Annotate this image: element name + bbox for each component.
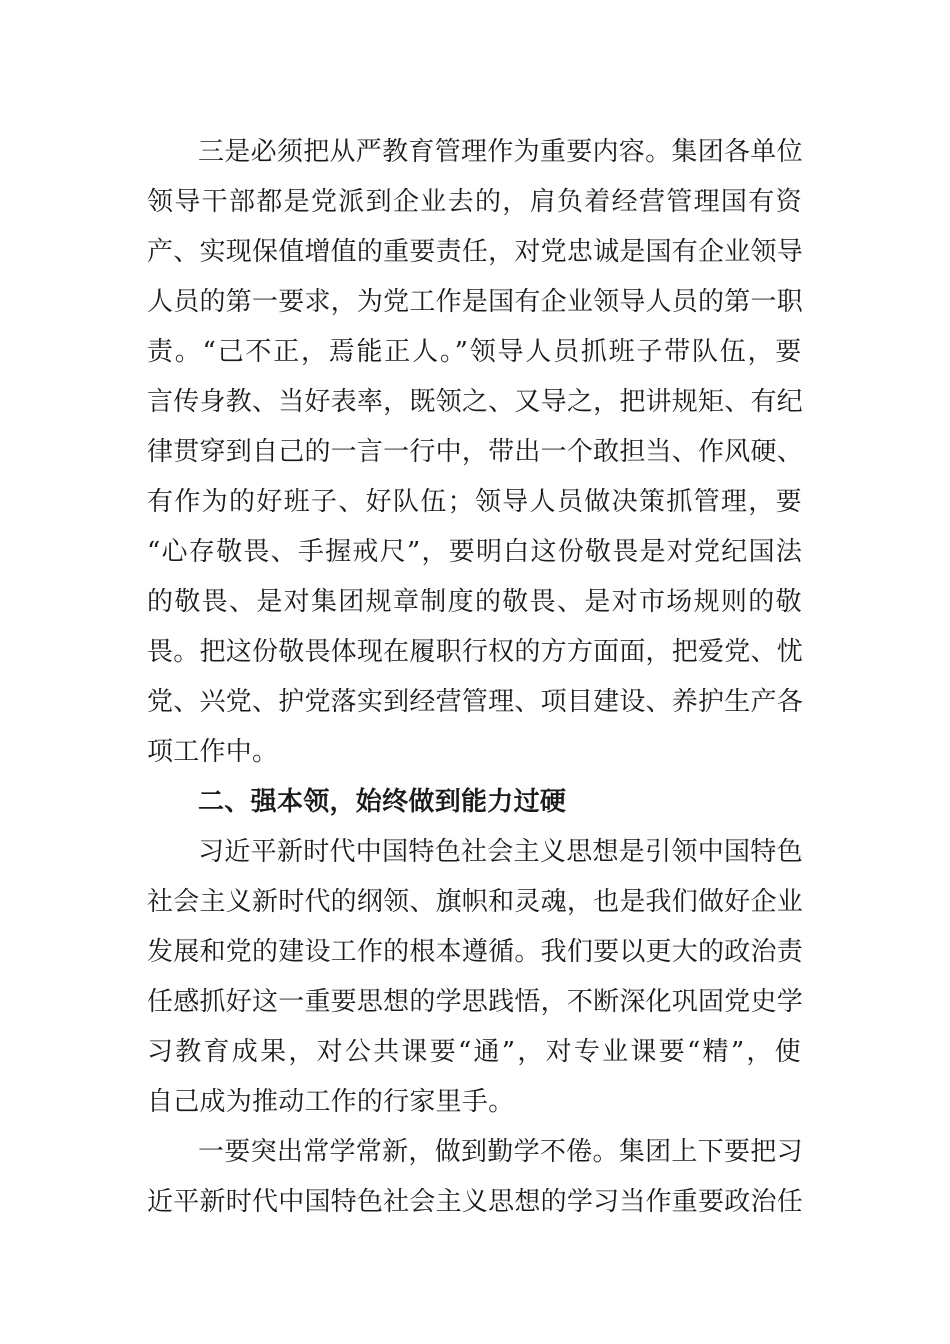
paragraph-1-line — [0, 726, 950, 778]
section-heading-text: 二、强本领，始终做到能力过硬 — [198, 787, 567, 817]
paragraph-2-line-text: 习近平新时代中国特色社会主义思想是引领中国特色 — [198, 837, 803, 867]
paragraph-2-line-text: 习教育成果，对公共课要“通”，对专业课要“精”，使 — [147, 1037, 803, 1067]
paragraph-1-line — [0, 476, 950, 528]
paragraph-2-line-text: 任感抓好这一重要思想的学思践悟，不断深化巩固党史学 — [147, 987, 804, 1017]
paragraph-1-line — [0, 376, 950, 428]
paragraph-2-line-text: 发展和党的建设工作的根本遵循。我们要以更大的政治责 — [147, 937, 804, 967]
paragraph-1-line — [0, 276, 950, 328]
paragraph-2-line — [0, 926, 950, 978]
paragraph-1-line-text: 党、兴党、护党落实到经营管理、项目建设、养护生产各 — [147, 687, 804, 717]
paragraph-3-line-text: 近平新时代中国特色社会主义思想的学习当作重要政治任 — [147, 1187, 804, 1217]
paragraph-1-line — [0, 526, 950, 578]
paragraph-1-line — [0, 226, 950, 278]
paragraph-3-line-text: 一要突出常学常新，做到勤学不倦。集团上下要把习 — [198, 1137, 803, 1167]
paragraph-1-line-text: 畏。把这份敬畏体现在履职行权的方方面面，把爱党、忧 — [147, 637, 804, 667]
paragraph-1-line — [0, 126, 950, 178]
paragraph-2-line — [0, 976, 950, 1028]
paragraph-1-line-text: 责。“己不正，焉能正人。”领导人员抓班子带队伍，要 — [147, 337, 804, 367]
paragraph-1-line-text: 领导干部都是党派到企业去的，肩负着经营管理国有资 — [147, 187, 803, 217]
paragraph-2-line — [0, 876, 950, 928]
paragraph-2-line — [0, 1026, 950, 1078]
paragraph-2-line-text: 自己成为推动工作的行家里手。 — [147, 1087, 515, 1117]
paragraph-1-line-text: 有作为的好班子、好队伍；领导人员做决策抓管理，要 — [147, 487, 803, 517]
paragraph-1-line — [0, 176, 950, 228]
paragraph-1-line — [0, 626, 950, 678]
paragraph-3-line — [0, 1126, 950, 1178]
paragraph-1-line-text: 产、实现保值增值的重要责任，对党忠诚是国有企业领导 — [147, 237, 804, 267]
paragraph-1-line — [0, 326, 950, 378]
paragraph-1-line-text: 人员的第一要求，为党工作是国有企业领导人员的第一职 — [147, 287, 804, 317]
paragraph-1-line — [0, 676, 950, 728]
paragraph-1-line-text: 项工作中。 — [147, 737, 279, 767]
paragraph-1-line-text: 言传身教、当好表率，既领之、又导之，把讲规矩、有纪 — [147, 387, 804, 417]
paragraph-1-line-text: “心存敬畏、手握戒尺”，要明白这份敬畏是对党纪国法 — [147, 537, 804, 567]
paragraph-1-line-text: 的敬畏、是对集团规章制度的敬畏、是对市场规则的敬 — [147, 587, 803, 617]
paragraph-2-line — [0, 1076, 950, 1128]
paragraph-2-line — [0, 826, 950, 878]
paragraph-1-line-text: 三是必须把从严教育管理作为重要内容。集团各单位 — [198, 137, 803, 167]
paragraph-3-line — [0, 1176, 950, 1228]
paragraph-2-line-text: 社会主义新时代的纲领、旗帜和灵魂，也是我们做好企业 — [147, 887, 804, 917]
paragraph-1-line — [0, 576, 950, 628]
paragraph-1-line — [0, 426, 950, 478]
section-heading — [0, 776, 950, 828]
paragraph-1-line-text: 律贯穿到自己的一言一行中，带出一个敢担当、作风硬、 — [147, 437, 804, 467]
